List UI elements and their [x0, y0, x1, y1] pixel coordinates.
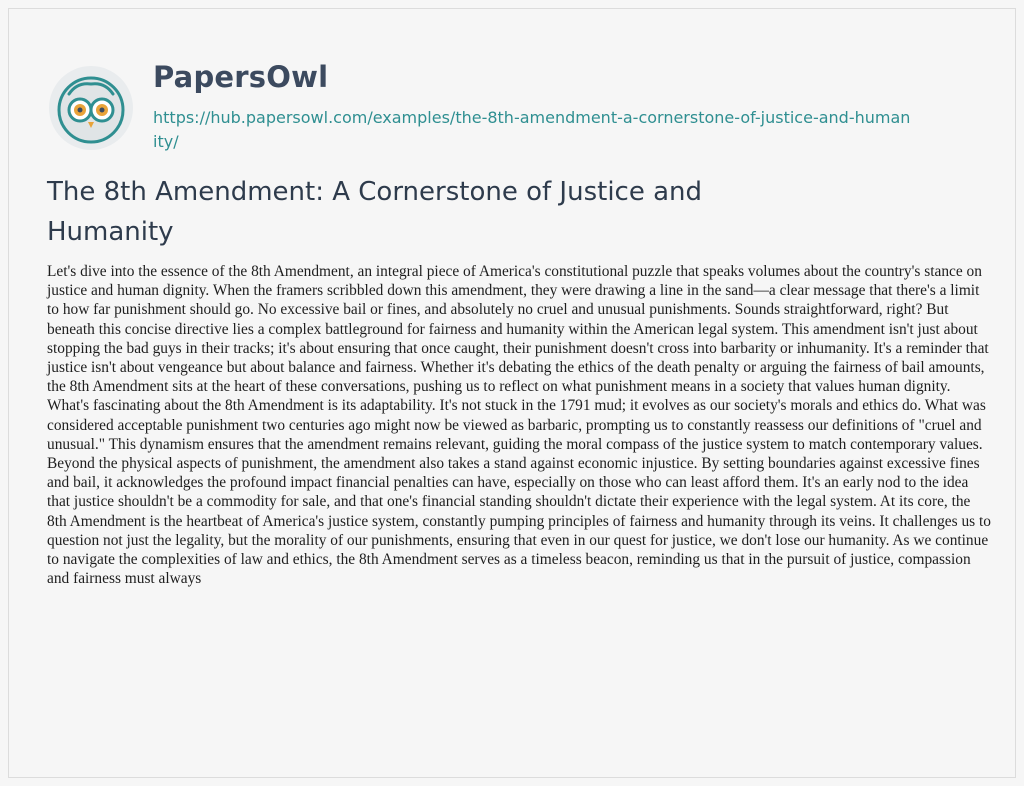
source-url-link[interactable]: https://hub.papersowl.com/examples/the-8th-amendment-a-cornerstone-of-justice-and-humanity/	[153, 108, 911, 151]
article-body: Let's dive into the essence of the 8th Amendment, an integral piece of America's constitutional puzzle that speaks volumes about the country's stance on justice and human dignity. When the framers scribbled down this amendment, they were drawing a line in the sand—a clear message that there's a limit to how far punishment should go. No excessive bail or fines, and absolutely no cruel and unusual punishments. Sounds straightforward, right? But beneath this concise directive lies a complex battleground for fairness and humanity within the American legal system. This amendment isn't just about stopping the bad guys in their tracks; it's about ensuring that once caught, their punishment doesn't cross into barbarity or inhumanity. It's a reminder that justice isn't about vengeance but about balance and fairness. Whether it's debating the ethics of the death penalty or arguing the fairness of bail amounts, the 8th Amendment sits at the heart of these conversations, pushing us to reflect on what punishment means in a society that values human dignity. What's fascinating about the 8th Amendment is its adaptability. It's not stuck in the 1791 mud; it evolves as our society's morals and ethics do. What was considered acceptable punishment two centuries ago might now be viewed as barbaric, prompting us to constantly reassess our definitions of "cruel and unusual." This dynamism ensures that the amendment remains relevant, guiding the moral compass of the justice system to match contemporary values. Beyond the physical aspects of punishment, the amendment also takes a stand against economic injustice. By setting boundaries against excessive fines and bail, it acknowledges the profound impact financial penalties can have, especially on those who can least afford them. It's an early nod to the idea that justice shouldn't be a commodity for sale, and that one's financial standing shouldn't dictate their experience with the legal system. At its core, the 8th Amendment is the heartbeat of America's justice system, constantly pumping principles of fairness and humanity through its veins. It challenges us to question not just the legality, but the morality of our punishments, ensuring that even in our quest for justice, we don't lose our humanity. As we continue to navigate the complexities of law and ethics, the 8th Amendment serves as a timeless beacon, reminding us that in the pursuit of justice, compassion and fairness must always	[47, 263, 991, 588]
owl-logo-icon	[47, 64, 135, 152]
article-title: The 8th Amendment: A Cornerstone of Justice and Humanity	[47, 177, 703, 247]
brand-name: PapersOwl	[153, 60, 329, 94]
